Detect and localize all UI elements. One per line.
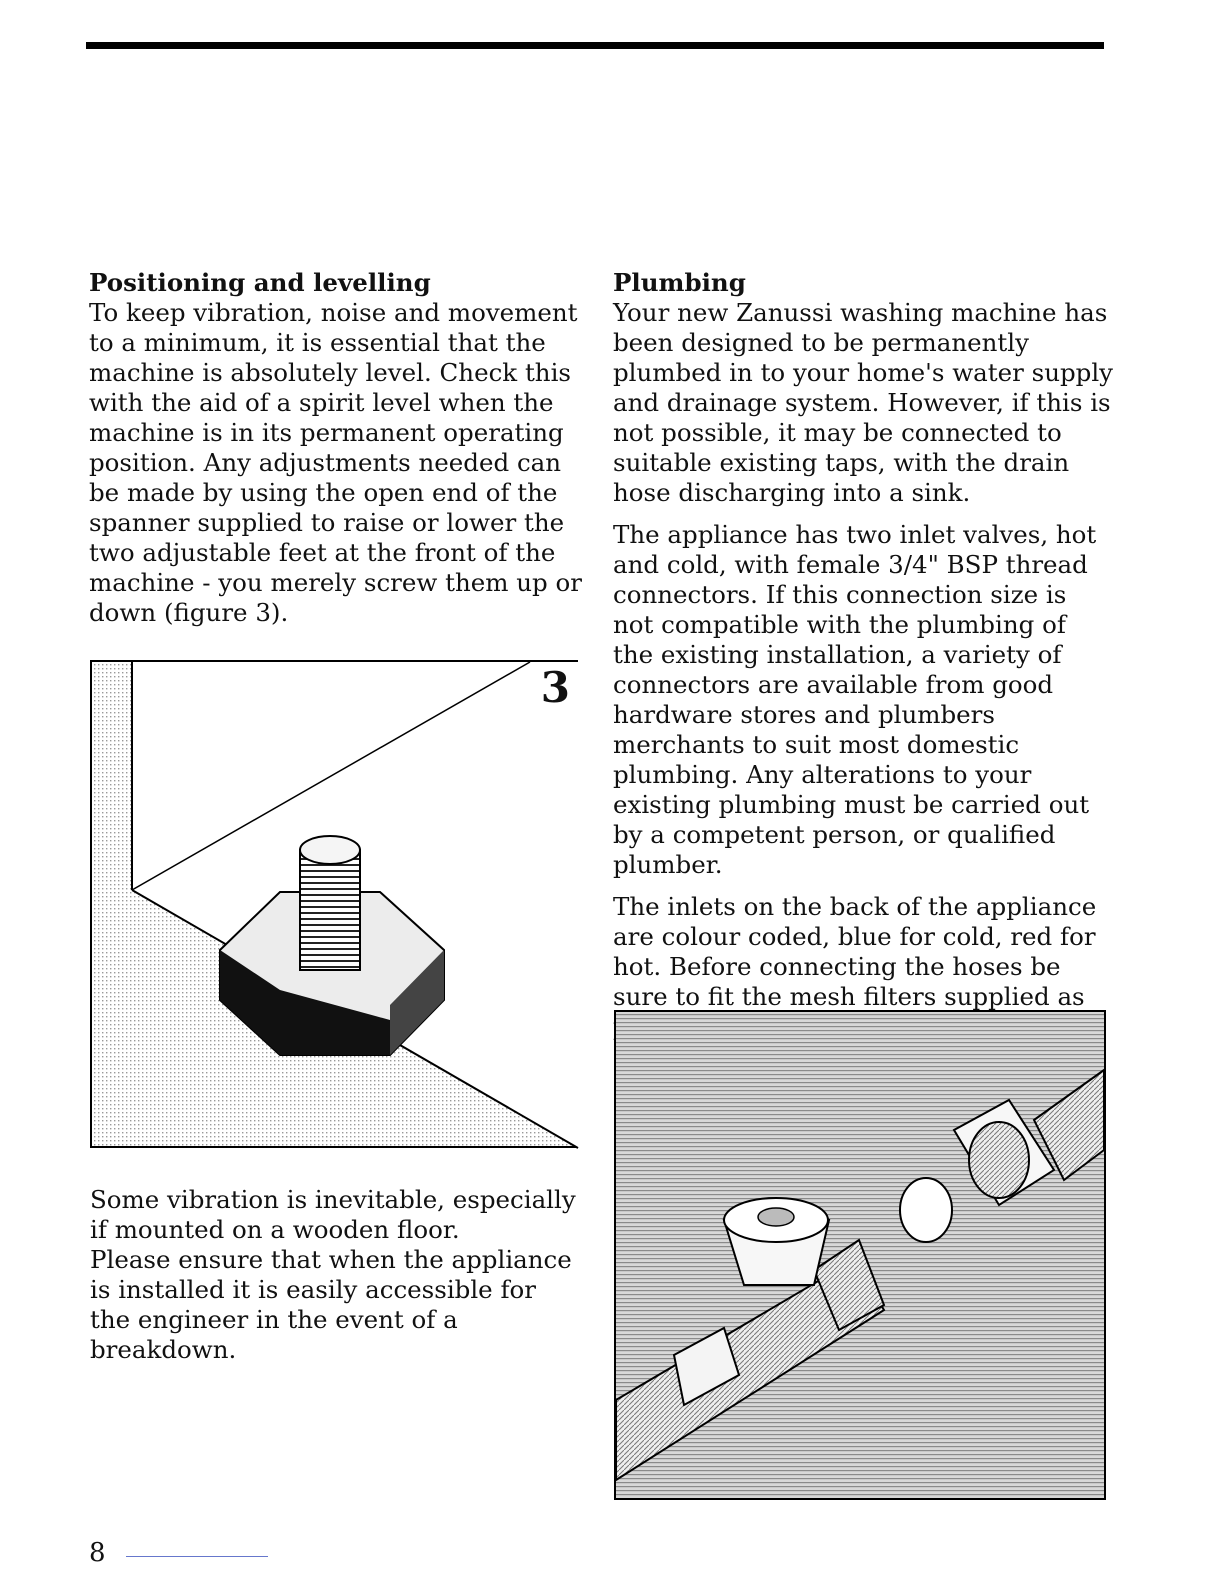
adjustable-foot-illustration <box>90 660 580 1150</box>
section-heading-plumbing: Plumbing <box>613 268 746 297</box>
bottom-divider <box>126 1556 268 1557</box>
plumbing-diagram <box>614 1010 1106 1500</box>
tap-and-hose-illustration <box>614 1010 1106 1500</box>
figure-3-adjustable-foot <box>90 660 580 1150</box>
top-rule <box>86 42 1104 49</box>
section-heading-positioning: Positioning and levelling <box>89 268 431 297</box>
figure-label: 3 <box>540 663 570 712</box>
left-column <box>89 268 589 628</box>
caption-vibration-text: Some vibration is inevitable, especially if mounted on a wooden floor. <box>90 1185 576 1244</box>
vibration-caption <box>90 1185 580 1365</box>
plumbing-paragraph-2: The appliance has two inlet valves, hot and cold, with female 3/4" BSP thread connectors. If this connection size is not compatible with the plumbing of the existing installation, a variety of connectors are available from good hardware stores and plumbers merchants to suit most domestic plumbing. Any alterations to your existing plumbing must be carried out by a competent person, or qualified plumber. <box>613 520 1097 879</box>
page-number: 8 <box>89 1538 106 1568</box>
plumbing-paragraph-1: Your new Zanussi washing machine has been designed to be permanently plumbed in to your home's water supply and drainage system. However, if this is not possible, it may be connected to suitable existing taps, with the drain hose discharging into a sink. <box>613 298 1114 507</box>
right-column <box>613 268 1113 1042</box>
positioning-paragraph: To keep vibration, noise and movement to a minimum, it is essential that the machine is absolutely level. Check this with the aid of a spirit level when the machine is in its permanent operating position. Any adjustments needed can be made by using the open end of the spanner supplied to raise or lower the two adjustable feet at the front of the machine - you merely screw them up or down (figure 3). <box>89 298 582 627</box>
caption-access-text: Please ensure that when the appliance is installed it is easily accessible for the engineer in the event of a breakdown. <box>90 1245 572 1364</box>
plumbing-paragraph-3: The inlets on the back of the appliance are colour coded, blue for cold, red for hot. Before connecting the hoses be sure to fit the mesh filters supplied as <box>613 892 1097 1011</box>
